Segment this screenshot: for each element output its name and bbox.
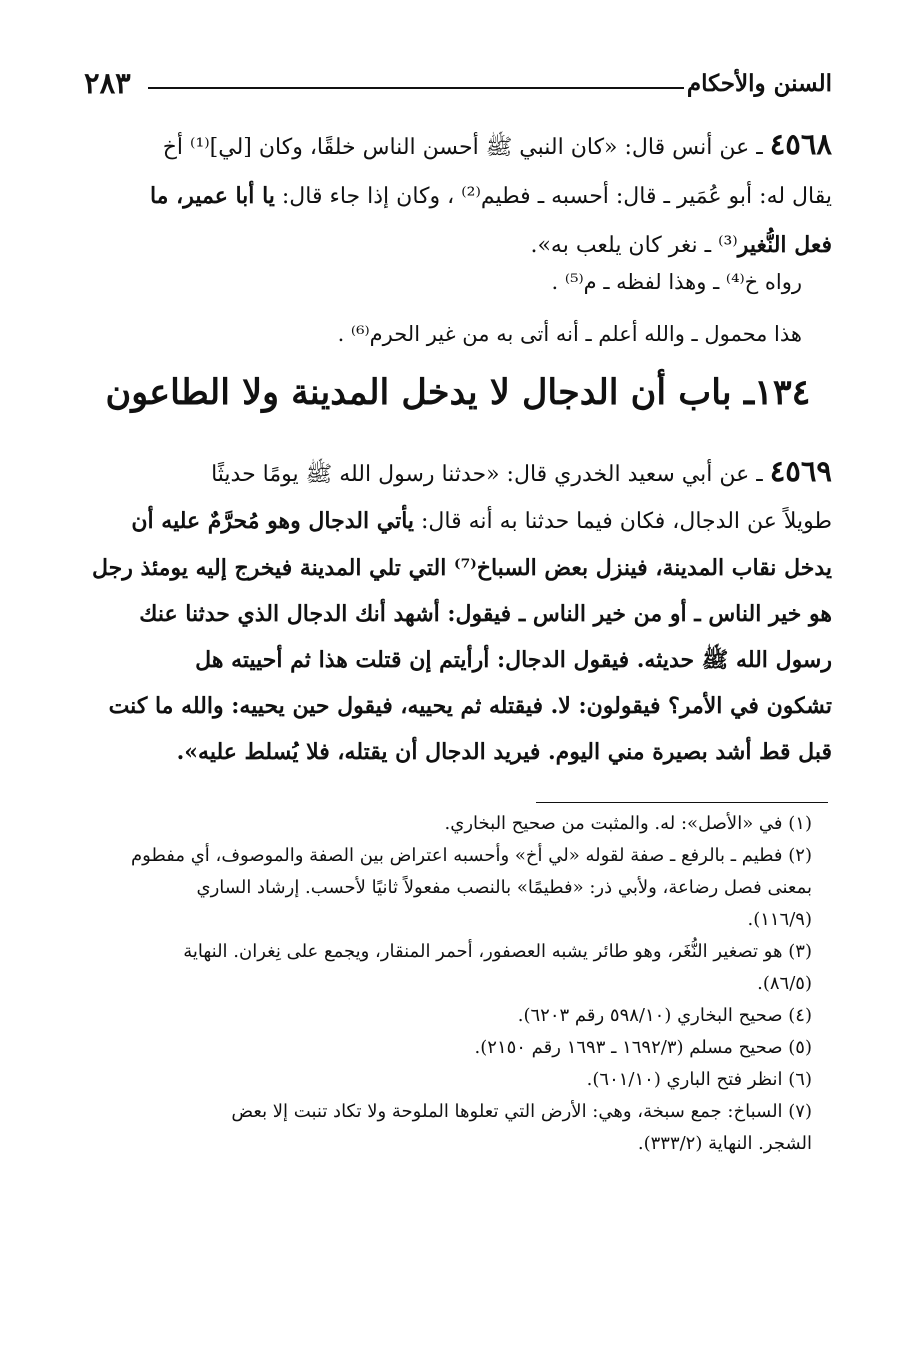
- footnote-line: (٢) فطيم ـ بالرفع ـ صفة لقوله «لي أخ» وأحسبه اعتراض بين الصفة والموصوف، أي مفطوم: [131, 845, 812, 866]
- hadith-text: يقال له: أبو عُمَير ـ قال: أحسبه ـ فطيم⁽²⁾ ، وكان إذا جاء قال:: [274, 184, 832, 209]
- page-number: ٢٨٣: [84, 66, 131, 100]
- footnote-line: بمعنى فصل رضاعة، ولأبي ذر: «فطيمًا» بالنصب مفعولاً ثانيًا لأحسب. إرشاد الساري: [196, 877, 812, 898]
- hadith-line: رسول الله ﷺ حديثه. فيقول الدجال: أرأيتم إن قتلت هذا ثم أحييته هل: [195, 647, 832, 673]
- footnote: [84, 936, 812, 1000]
- footnote: [84, 1064, 812, 1096]
- footnote: [84, 1032, 812, 1064]
- footnotes: [84, 808, 812, 1160]
- footnote-line: (٤) صحيح البخاري (٥٩٨/١٠ رقم ٦٢٠٣).: [517, 1005, 812, 1026]
- hadith-line: [84, 221, 832, 270]
- commentary-note: هذا محمول ـ والله أعلم ـ أنه أتى به من غير الحرم⁽⁶⁾ .: [337, 322, 802, 346]
- hadith-line: [84, 498, 832, 545]
- footnote-line: (٧) السباخ: جمع سبخة، وهي: الأرض التي تعلوها الملوحة ولا تكاد تنبت إلا بعض: [231, 1101, 812, 1122]
- footnote-line: (٥) صحيح مسلم (١٦٩٢/٣ ـ ١٦٩٣ رقم ٢١٥٠).: [474, 1037, 812, 1058]
- footnote-line: (٦) انظر فتح الباري (٦٠١/١٠).: [586, 1069, 812, 1090]
- footnote-line: (٣) هو تصغير النُّغَر، وهو طائر يشبه العصفور، أحمر المنقار، ويجمع على نِغران. النهاية: [183, 941, 812, 962]
- hadith-text: ـ عن أنس قال: «كان النبي ﷺ أحسن الناس خلقًا، وكان [لي]⁽¹⁾ أخ: [162, 135, 763, 160]
- hadith-number: ٤٥٦٩: [769, 454, 832, 488]
- hadith-text-bold: يأتي الدجال وهو مُحرَّمٌ عليه أن: [131, 508, 415, 534]
- hadith-text-bold: فعل النُّغير: [737, 232, 832, 258]
- footnote-line: (١١٦/٩).: [747, 909, 812, 930]
- hadith-text: ـ عن أبي سعيد الخدري قال: «حدثنا رسول الله ﷺ يومًا حديثًا: [211, 462, 763, 487]
- hadith-line: يدخل نقاب المدينة، فينزل بعض السباخ⁽⁷⁾ التي تلي المدينة فيخرج إليه يومئذ رجل: [91, 555, 832, 581]
- book-title: السنن والأحكام: [686, 70, 832, 97]
- hadith-line: هو خير الناس ـ أو من خير الناس ـ فيقول: أشهد أنك الدجال الذي حدثنا عنك: [139, 601, 832, 627]
- hadith-line: قبل قط أشد بصيرة مني اليوم. فيريد الدجال أن يقتله، فلا يُسلط عليه».: [176, 739, 832, 765]
- hadith-4569: [84, 448, 832, 775]
- hadith-line: [84, 120, 832, 172]
- hadith-4568: [84, 120, 832, 270]
- header-rule: [148, 87, 684, 89]
- hadith-text: طويلاً عن الدجال، فكان فيما حدثنا به أنه قال:: [414, 509, 832, 534]
- footnote-line: (١) في «الأصل»: له. والمثبت من صحيح البخاري.: [444, 813, 812, 834]
- footnote-separator: [536, 802, 828, 803]
- footnote: [84, 808, 812, 840]
- hadith-number: ٤٥٦٨: [769, 127, 832, 161]
- running-header: [84, 66, 832, 106]
- hadith-line: [84, 448, 832, 498]
- hadith-line: تشكون في الأمر؟ فيقولون: لا. فيقتله ثم يحييه، فيقول حين يحييه: والله ما كنت: [108, 693, 832, 719]
- footnote: [84, 1000, 812, 1032]
- footnote: [84, 840, 812, 936]
- hadith-text: ⁽³⁾ ـ نغر كان يلعب به».: [530, 233, 738, 258]
- footnote-line: الشجر. النهاية (٣٣٣/٢).: [637, 1133, 812, 1154]
- footnote: [84, 1096, 812, 1160]
- hadith-text-bold: يا أبا عمير، ما: [149, 183, 275, 209]
- chapter-heading: ١٣٤ـ باب أن الدجال لا يدخل المدينة ولا الطاعون: [105, 372, 811, 413]
- footnote-line: (٨٦/٥).: [757, 973, 812, 994]
- narration-source: رواه خ⁽⁴⁾ ـ وهذا لفظه ـ م⁽⁵⁾ .: [551, 270, 802, 294]
- hadith-line: [84, 172, 832, 221]
